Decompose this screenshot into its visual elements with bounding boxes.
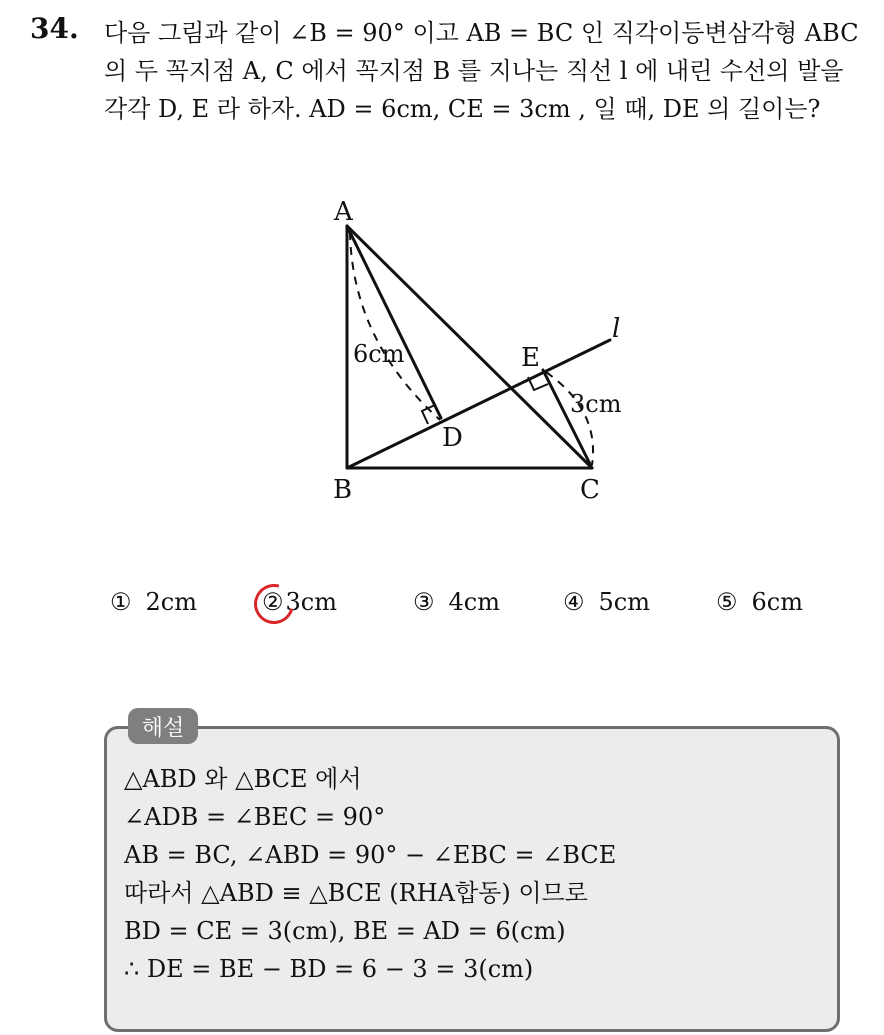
solution-line-2: ∠ADB = ∠BEC = 90° bbox=[124, 803, 386, 831]
choice-1[interactable] bbox=[110, 588, 197, 616]
question-number: 34. bbox=[30, 12, 79, 45]
choice-1-text: 2cm bbox=[145, 588, 197, 616]
label-l: l bbox=[612, 314, 621, 344]
solution-line-4: 따라서 △ABD ≡ △BCE (RHA합동) 이므로 bbox=[124, 879, 588, 907]
solution-lines bbox=[124, 760, 616, 988]
solution-title: 해설 bbox=[128, 708, 198, 744]
choice-5-mark: ⑤ bbox=[716, 588, 738, 616]
choice-5[interactable] bbox=[716, 588, 803, 616]
choice-4-mark: ④ bbox=[563, 588, 585, 616]
choice-4[interactable] bbox=[563, 588, 650, 616]
answer-choices bbox=[0, 588, 884, 628]
question-stem: 다음 그림과 같이 ∠B = 90° 이고 AB = BC 인 직각이등변삼각형 ABC 의 두 꼭지점 A, C 에서 꼭지점 B 를 지나는 직선 l 에 내린 수선의 발을 각각 D, E 라 하자. AD = 6cm, CE = 3cm , 일 때, DE 의 길이는? bbox=[104, 19, 859, 123]
label-C: C bbox=[580, 475, 600, 505]
choice-3-text: 4cm bbox=[448, 588, 500, 616]
label-AD-length: 6cm bbox=[353, 340, 405, 368]
choice-2-text: 3cm bbox=[285, 588, 337, 616]
choice-2-mark: ② bbox=[262, 588, 284, 616]
segment-AD bbox=[347, 226, 441, 418]
choice-4-text: 5cm bbox=[598, 588, 650, 616]
label-E: E bbox=[521, 343, 540, 373]
label-CE-length: 3cm bbox=[570, 390, 622, 418]
label-B: B bbox=[333, 475, 353, 505]
solution-line-1: △ABD 와 △BCE 에서 bbox=[124, 765, 362, 793]
choice-5-text: 6cm bbox=[751, 588, 803, 616]
solution-line-3: AB = BC, ∠ABD = 90° − ∠EBC = ∠BCE bbox=[124, 841, 617, 869]
choice-3-mark: ③ bbox=[413, 588, 435, 616]
choice-3[interactable] bbox=[413, 588, 500, 616]
label-A: A bbox=[334, 197, 353, 227]
segment-CE bbox=[543, 370, 592, 468]
dashed-arc-CE bbox=[546, 372, 593, 465]
solution-line-6: ∴ DE = BE − BD = 6 − 3 = 3(cm) bbox=[124, 955, 534, 983]
label-D: D bbox=[442, 423, 463, 453]
solution-line-5: BD = CE = 3(cm), BE = AD = 6(cm) bbox=[124, 917, 566, 945]
choice-1-mark: ① bbox=[110, 588, 132, 616]
